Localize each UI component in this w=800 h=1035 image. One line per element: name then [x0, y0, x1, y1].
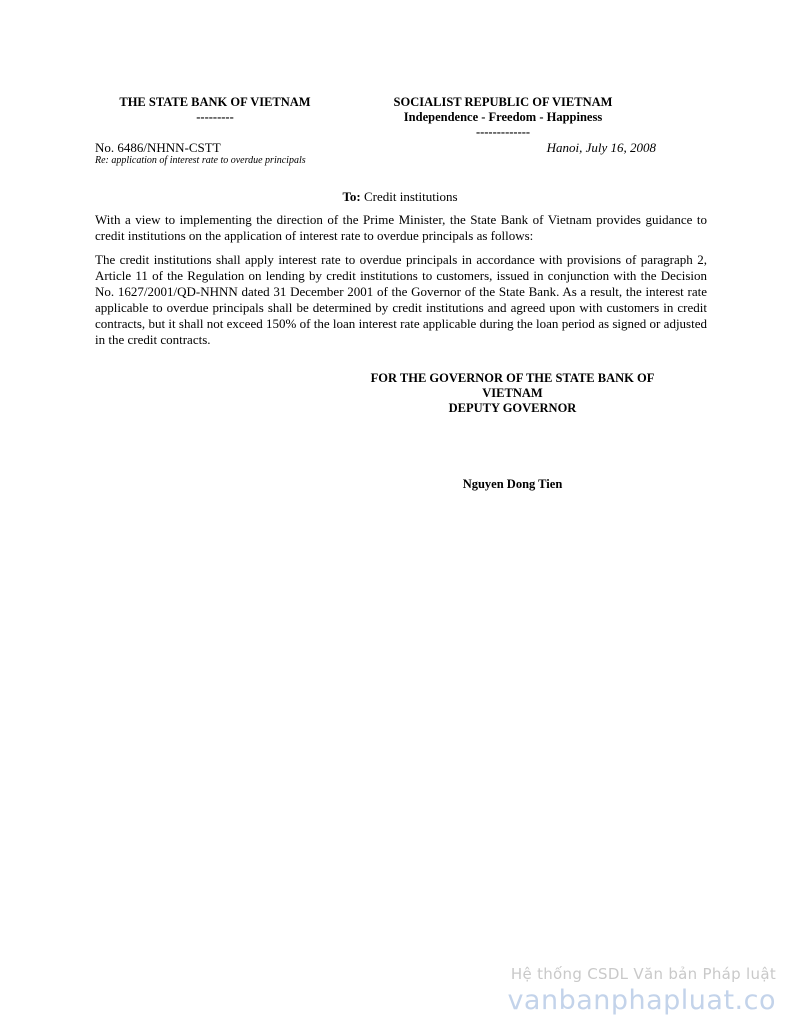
watermark-site: vanbanphapluat.co	[507, 985, 776, 1016]
recipient-label: To:	[342, 189, 361, 204]
national-motto: Independence - Freedom - Happiness	[403, 110, 603, 124]
recipient-line	[0, 189, 800, 205]
signing-authority: FOR THE GOVERNOR OF THE STATE BANK OF VIETNAM	[370, 371, 655, 400]
body-paragraph: With a view to implementing the direction of the Prime Minister, the State Bank of Vietnam provides guidance to credit institutions on the application of interest rate to overdue principals as follows:	[95, 212, 707, 243]
recipient-value: Credit institutions	[364, 189, 458, 204]
body-paragraph: The credit institutions shall apply interest rate to overdue principals in accordance with provisions of paragraph 2, Article 11 of the Regulation on lending by credit institutions to customers, issued in conjunction with the Decision No. 1627/2001/QD-NHNN dated 31 December 2001 of the Governor of the State Bank. As a result, the interest rate applicable to overdue principals shall be determined by credit institutions and agreed upon with customers in credit contracts, but it shall not exceed 150% of the loan interest rate applicable during the loan period as signed or adjusted in the credit contracts.	[95, 252, 707, 347]
place-and-date: Hanoi, July 16, 2008	[546, 140, 656, 155]
issuer-divider: ---------	[196, 110, 234, 124]
document-subject: Re: application of interest rate to overdue principals	[95, 155, 306, 166]
national-heading	[375, 95, 631, 140]
issuer-block	[95, 95, 335, 125]
nation-name: SOCIALIST REPUBLIC OF VIETNAM	[393, 95, 613, 109]
nation-divider: -------------	[475, 125, 531, 139]
signer-name: Nguyen Dong Tien	[462, 477, 563, 491]
issuer-name: THE STATE BANK OF VIETNAM	[119, 95, 311, 109]
watermark-caption: Hệ thống CSDL Văn bản Pháp luật	[510, 965, 776, 983]
watermark	[507, 964, 776, 1018]
signature-block	[340, 371, 685, 416]
document-number: No. 6486/NHNN-CSTT	[95, 140, 221, 155]
signer-position: DEPUTY GOVERNOR	[448, 401, 577, 415]
